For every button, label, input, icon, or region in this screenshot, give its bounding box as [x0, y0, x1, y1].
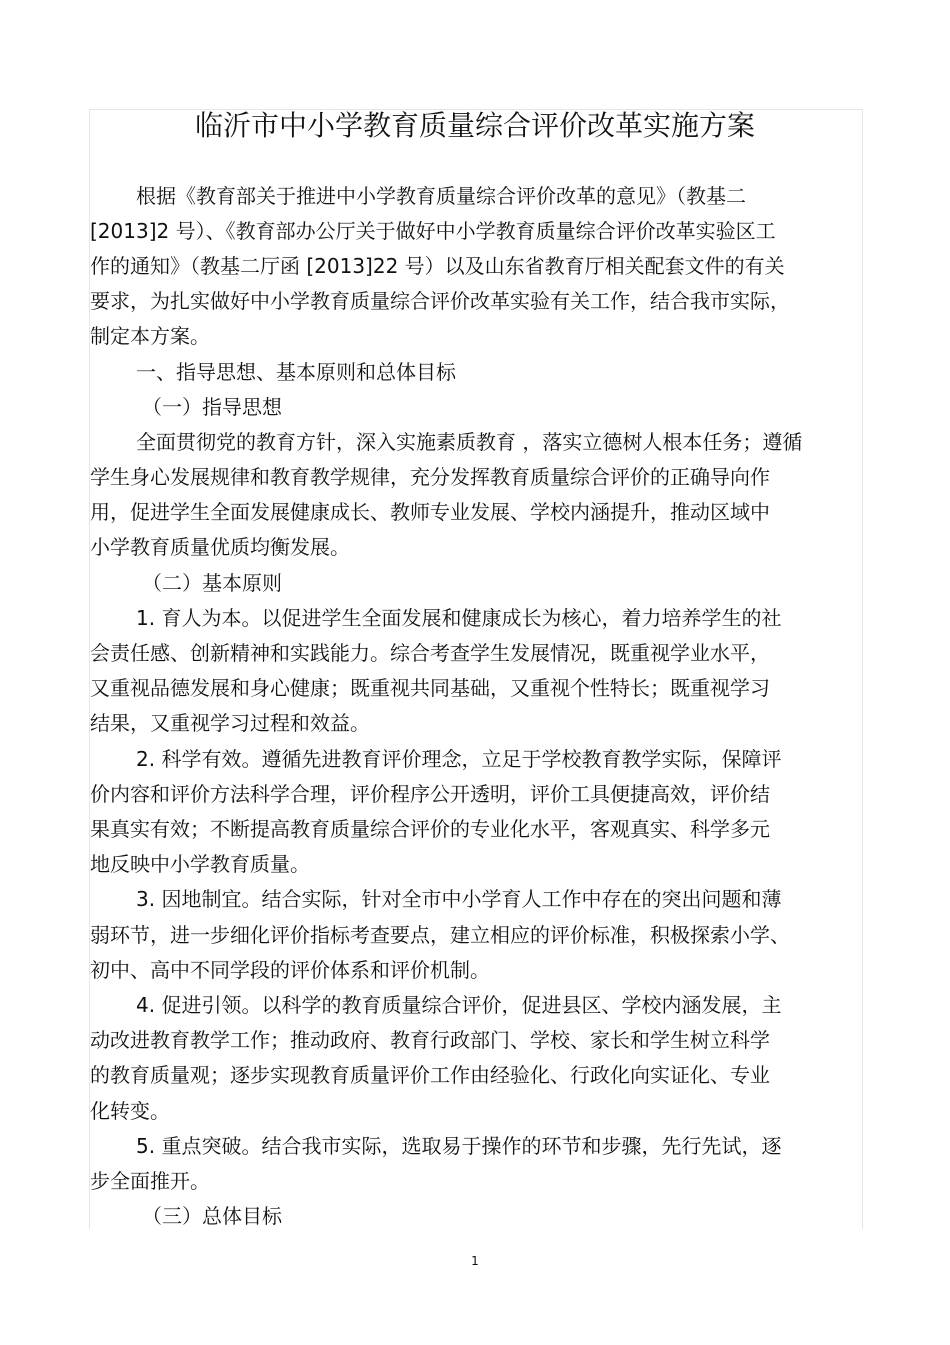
paragraph-line: 3. 因地制宜。结合实际，针对全市中小学育人工作中存在的突出问题和薄 — [136, 887, 782, 911]
page-number: 1 — [471, 1254, 479, 1268]
paragraph-line: 用，促进学生全面发展健康成长、教师专业发展、学校内涵提升，推动区域中 — [90, 500, 770, 524]
paragraph-line: 又重视品德发展和身心健康；既重视共同基础，又重视个性特长；既重视学习 — [90, 676, 770, 700]
paragraph-line: 地反映中小学教育质量。 — [90, 852, 310, 876]
subsection-heading: （一）指导思想 — [142, 395, 282, 419]
paragraph-line: 学生身心发展规律和教育教学规律，充分发挥教育质量综合评价的正确导向作 — [90, 465, 770, 489]
paragraph-line: 小学教育质量优质均衡发展。 — [90, 535, 350, 559]
paragraph-line: 作的通知》（教基二厅函 [2013]22 号）以及山东省教育厅相关配套文件的有关 — [90, 254, 785, 278]
paragraph-line: 要求，为扎实做好中小学教育质量综合评价改革实验有关工作，结合我市实际， — [90, 289, 790, 313]
paragraph-line: 动改进教育教学工作；推动政府、教育行政部门、学校、家长和学生树立科学 — [90, 1028, 770, 1052]
paragraph-line: 会责任感、创新精神和实践能力。综合考查学生发展情况，既重视学业水平， — [90, 641, 770, 665]
paragraph-line: [2013]2 号）、《教育部办公厅关于做好中小学教育质量综合评价改革实验区工 — [90, 219, 776, 243]
paragraph-line: 化转变。 — [90, 1099, 170, 1123]
paragraph-line: 结果，又重视学习过程和效益。 — [90, 711, 370, 735]
paragraph-line: 弱环节，进一步细化评价指标考查要点，建立相应的评价标准，积极探索小学、 — [90, 923, 790, 947]
section-heading: 一、指导思想、基本原则和总体目标 — [136, 360, 456, 384]
paragraph-line: 步全面推开。 — [90, 1169, 210, 1193]
paragraph-line: 制定本方案。 — [90, 324, 210, 348]
paragraph-line: 1. 育人为本。以促进学生全面发展和健康成长为核心，着力培养学生的社 — [136, 606, 782, 630]
subsection-heading: （三）总体目标 — [142, 1204, 282, 1228]
paragraph-line: 4. 促进引领。以科学的教育质量综合评价，促进县区、学校内涵发展，主 — [136, 993, 782, 1017]
document-title: 临沂市中小学教育质量综合评价改革实施方案 — [194, 109, 755, 142]
paragraph-line: 5. 重点突破。结合我市实际，选取易于操作的环节和步骤，先行先试，逐 — [136, 1134, 782, 1158]
paragraph-line: 价内容和评价方法科学合理，评价程序公开透明，评价工具便捷高效，评价结 — [90, 782, 770, 806]
paragraph-line: 根据《教育部关于推进中小学教育质量综合评价改革的意见》（教基二 — [136, 184, 746, 208]
paragraph-line: 初中、高中不同学段的评价体系和评价机制。 — [90, 958, 490, 982]
subsection-heading: （二）基本原则 — [142, 571, 282, 595]
paragraph-line: 全面贯彻党的教育方针，深入实施素质教育 ，落实立德树人根本任务；遵循 — [136, 430, 803, 454]
paragraph-line: 果真实有效；不断提高教育质量综合评价的专业化水平，客观真实、科学多元 — [90, 817, 770, 841]
paragraph-line: 2. 科学有效。遵循先进教育评价理念，立足于学校教育教学实际，保障评 — [136, 747, 782, 771]
paragraph-line: 的教育质量观；逐步实现教育质量评价工作由经验化、行政化向实证化、专业 — [90, 1063, 770, 1087]
